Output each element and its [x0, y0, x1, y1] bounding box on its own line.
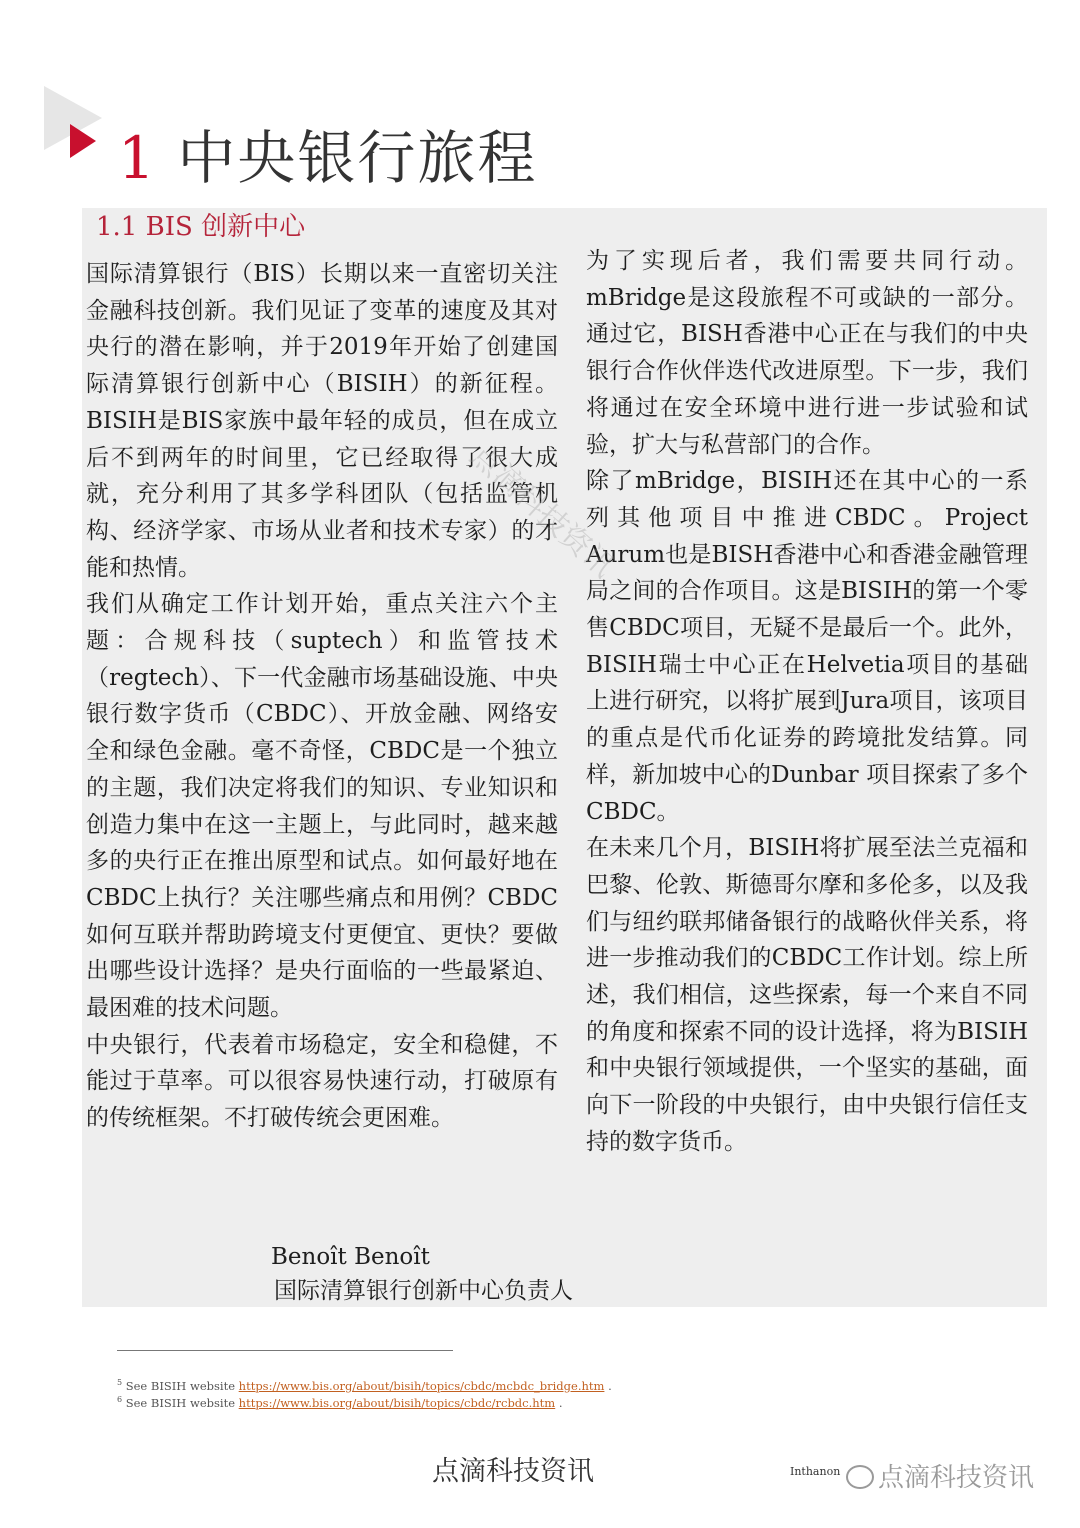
right-paragraph-2: 除了mBridge，BISIH还在其中心的一系列其他项目中推进CBDC。Project Aurum也是BISH香港中心和香港金融管理局之间的合作项目。这是BISIH的第一个零售CBDC项目，无疑不是最后一个。此外，BISIH瑞士中心正在Helvetia项目的基础上进行研究，以将扩展到Jura项目，该项目的重点是代币化证券的跨境批发结算。同样，新加坡中心的Dunbar 项目探索了多个CBDC。: [586, 468, 1028, 825]
footnote-text: See BISIH website: [125, 1378, 236, 1393]
publisher-name: 点滴科技资讯: [432, 1456, 594, 1487]
right-paragraph-1: 为了实现后者，我们需要共同行动。mBridge是这段旅程不可或缺的一部分。通过它，BISH香港中心正在与我们的中央银行合作伙伴迭代改进原型。下一步，我们将通过在安全环境中进行进一步试验和试验，扩大与私营部门的合作。: [586, 248, 1028, 458]
left-paragraph-1: 国际清算银行（BIS）长期以来一直密切关注金融科技创新。我们见证了变革的速度及其对央行的潜在影响，并于2019年开始了创建国际清算银行创新中心（BISIH）的新征程。BISIH是BIS家族中最年轻的成员，但在成立后不到两年的时间里，它已经取得了很大成就，充分利用了其多学科团队（包括监管机构、经济学家、市场从业者和技术专家）的才能和热情。: [86, 261, 558, 581]
diagonal-watermark: 点滴科技资讯: [463, 437, 621, 585]
chapter-number: 1: [118, 124, 157, 192]
signature-name: Benoît Benoît: [271, 1244, 430, 1270]
footnote-text: See BISIH website: [125, 1395, 236, 1410]
watermark-brand: [846, 1462, 1034, 1494]
left-paragraph-2: 我们从确定工作计划开始，重点关注六个主题：合规科技（suptech）和监管技术（regtech）、下一代金融市场基础设施、中央银行数字货币（CBDC）、开放金融、网络安全和绿色金融。毫不奇怪，CBDC是一个独立的主题，我们决定将我们的知识、专业知识和创造力集中在这一主题上，与此同时，越来越多的央行正在推出原型和试点。如何最好地在CBDC上执行？关注哪些痛点和用例？CBDC如何互联并帮助跨境支付更便宜、更快？要做出哪些设计选择？是央行面临的一些最紧迫、最困难的技术问题。: [86, 591, 558, 1022]
chapter-marker-icon: [70, 124, 96, 158]
chapter-title: [118, 124, 537, 192]
footer-note: Inthanon: [790, 1465, 841, 1478]
footnote-number: 5: [117, 1378, 123, 1387]
wechat-icon: [846, 1465, 874, 1489]
signature-role: 国际清算银行创新中心负责人: [274, 1278, 573, 1304]
right-paragraph-3: 在未来几个月，BISIH将扩展至法兰克福和巴黎、伦敦、斯德哥尔摩和多伦多，以及我们与纽约联邦储备银行的战略伙伴关系，将进一步推动我们的CBDC工作计划。综上所述，我们相信，这些探索，每一个来自不同的角度和探索不同的设计选择，将为BISIH和中央银行领域提供，一个坚实的基础，面向下一阶段的中央银行，由中央银行信任支持的数字货币。: [586, 835, 1028, 1155]
left-column: [86, 256, 558, 1137]
footnote-trail: .: [558, 1395, 563, 1410]
footnote-6: [117, 1392, 563, 1411]
left-paragraph-3: 中央银行，代表着市场稳定，安全和稳健，不能过于草率。可以很容易快速行动，打破原有的传统框架。不打破传统会更困难。: [86, 1031, 558, 1132]
footnote-5: [117, 1375, 612, 1394]
watermark-text: 点滴科技资讯: [878, 1463, 1035, 1493]
footnote-divider: [117, 1350, 453, 1351]
footnote-trail: .: [608, 1378, 612, 1393]
footnote-link[interactable]: https://www.bis.org/about/bisih/topics/cbdc/mcbdc_bridge.htm: [238, 1378, 605, 1393]
section-heading: 1.1 BIS 创新中心: [96, 212, 306, 242]
footnote-number: 6: [117, 1395, 123, 1404]
chapter-title-text: 中央银行旅程: [177, 124, 538, 192]
right-column: [586, 243, 1028, 1161]
footnote-link[interactable]: https://www.bis.org/about/bisih/topics/cbdc/rcbdc.htm: [238, 1395, 556, 1410]
